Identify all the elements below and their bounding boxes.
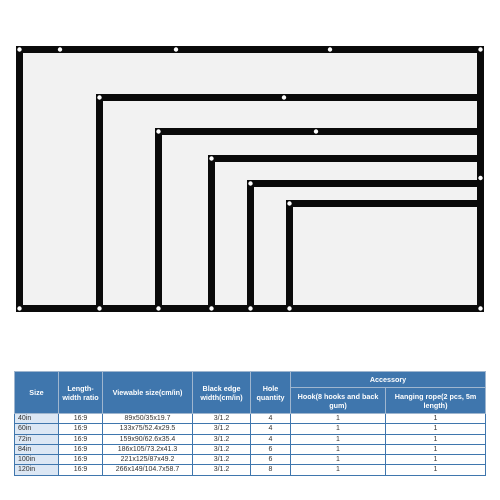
cell-viewable: 186x105/73.2x41.3 (103, 444, 193, 454)
cell-edge: 3/1.2 (193, 414, 251, 424)
cell-rope: 1 (386, 424, 486, 434)
cell-holes: 4 (251, 414, 291, 424)
grommet-hole (209, 306, 213, 310)
cell-size: 40in (15, 414, 59, 424)
cell-hook: 1 (291, 455, 386, 465)
grommet-hole (58, 47, 62, 51)
grommet-hole (17, 306, 21, 310)
grommet-hole (287, 201, 291, 205)
cell-ratio: 16:9 (59, 434, 103, 444)
grommet-hole (97, 95, 101, 99)
grommet-hole (328, 47, 332, 51)
header-rope: Hanging rope(2 pcs, 5m length) (386, 388, 486, 414)
cell-rope: 1 (386, 414, 486, 424)
grommet-hole (156, 129, 160, 133)
table-row (15, 444, 486, 454)
grommet-hole (287, 306, 291, 310)
cell-rope: 1 (386, 465, 486, 475)
cell-edge: 3/1.2 (193, 424, 251, 434)
header-ratio: Length-width ratio (59, 372, 103, 414)
grommet-hole (17, 47, 21, 51)
cell-viewable: 133x75/52.4x29.5 (103, 424, 193, 434)
grommet-hole (209, 156, 213, 160)
cell-hook: 1 (291, 465, 386, 475)
table-row (15, 465, 486, 475)
grommet-hole (478, 47, 482, 51)
cell-ratio: 16:9 (59, 414, 103, 424)
table-row (15, 414, 486, 424)
cell-size: 60in (15, 424, 59, 434)
header-accessory: Accessory (291, 372, 486, 388)
table-row (15, 424, 486, 434)
table-header-row (15, 372, 486, 388)
cell-edge: 3/1.2 (193, 444, 251, 454)
grommet-hole (478, 306, 482, 310)
header-viewable-size: Viewable size(cm/in) (103, 372, 193, 414)
cell-size: 84in (15, 444, 59, 454)
cell-size: 100in (15, 455, 59, 465)
grommet-hole (156, 306, 160, 310)
cell-ratio: 16:9 (59, 444, 103, 454)
size-spec-table (14, 371, 486, 476)
header-black-edge: Black edge width(cm/in) (193, 372, 251, 414)
table-row (15, 455, 486, 465)
grommet-hole (282, 95, 286, 99)
cell-edge: 3/1.2 (193, 465, 251, 475)
grommet-hole (314, 129, 318, 133)
cell-size: 120in (15, 465, 59, 475)
cell-viewable: 159x90/62.6x35.4 (103, 434, 193, 444)
grommet-hole (174, 47, 178, 51)
grommet-hole (478, 176, 482, 180)
cell-hook: 1 (291, 444, 386, 454)
cell-ratio: 16:9 (59, 465, 103, 475)
cell-holes: 6 (251, 455, 291, 465)
screen-surface (293, 207, 477, 305)
cell-viewable: 89x50/35x19.7 (103, 414, 193, 424)
cell-holes: 4 (251, 434, 291, 444)
grommet-hole (248, 306, 252, 310)
cell-edge: 3/1.2 (193, 455, 251, 465)
cell-holes: 6 (251, 444, 291, 454)
table-body (15, 414, 486, 476)
header-size: Size (15, 372, 59, 414)
cell-rope: 1 (386, 455, 486, 465)
header-hole-quantity: Hole quantity (251, 372, 291, 414)
cell-viewable: 221x125/87x49.2 (103, 455, 193, 465)
cell-edge: 3/1.2 (193, 434, 251, 444)
cell-hook: 1 (291, 414, 386, 424)
cell-rope: 1 (386, 444, 486, 454)
cell-holes: 4 (251, 424, 291, 434)
cell-ratio: 16:9 (59, 424, 103, 434)
grommet-hole (97, 306, 101, 310)
cell-rope: 1 (386, 434, 486, 444)
header-hook: Hook(8 hooks and back gum) (291, 388, 386, 414)
cell-holes: 8 (251, 465, 291, 475)
table-row (15, 434, 486, 444)
cell-viewable: 266x149/104.7x58.7 (103, 465, 193, 475)
cell-size: 72in (15, 434, 59, 444)
cell-hook: 1 (291, 434, 386, 444)
cell-hook: 1 (291, 424, 386, 434)
cell-ratio: 16:9 (59, 455, 103, 465)
grommet-hole (248, 181, 252, 185)
